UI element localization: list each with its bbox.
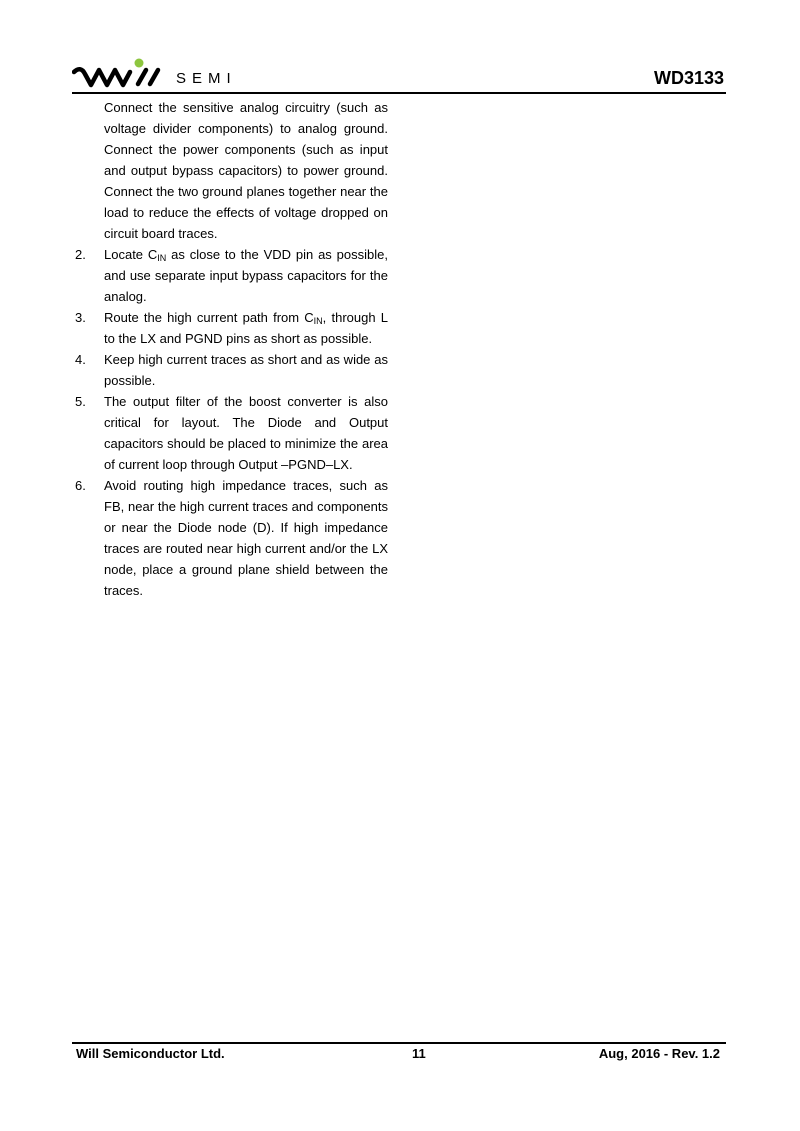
item-text: Keep high current traces as short and as wide as possible.	[104, 352, 388, 388]
item-text: The output filter of the boost converter is also critical for layout. The Diode and Output capacitors should be placed to minimize the area of current loop through Output –PGND–LX.	[104, 394, 388, 472]
list-item	[72, 307, 388, 349]
item-number: 2.	[75, 247, 86, 262]
logo-text: SEMI	[176, 70, 237, 87]
item-text: Locate $C_{IN}$ as close to the VDD pin as possible, and use separate input bypass capacitors for the analog.	[104, 247, 388, 304]
list-item	[72, 391, 388, 475]
footer-rule	[72, 1042, 726, 1044]
item-text: Avoid routing high impedance traces, such as FB, near the high current traces and components or near the Diode node (D). If high impedance traces are routed near high current and/or the LX node, place a ground plane shield between the traces.	[104, 478, 388, 598]
revision-date: Aug, 2016 - Rev. 1.2	[598, 1046, 720, 1061]
item-number: 6.	[75, 478, 86, 493]
list-item	[72, 244, 388, 307]
item-number: 5.	[75, 394, 86, 409]
document-title: WD3133	[653, 68, 724, 88]
list-item	[72, 475, 388, 601]
subscript: IN	[157, 253, 167, 263]
subscript: IN	[313, 316, 323, 326]
page-number: 11	[412, 1046, 426, 1061]
item-number: 3.	[75, 310, 86, 325]
item-text: Route the high current path from $C_{IN}$, through L to the LX and PGND pins as short as possible.	[104, 310, 388, 346]
layout-guidelines	[72, 97, 388, 601]
company-name: Will Semiconductor Ltd.	[76, 1046, 225, 1061]
intro-paragraph: Connect the sensitive analog circuitry (such as voltage divider components) to analog ground. Connect the power components (such as input and output bypass capacitors) to power ground. Connect the two ground planes together near the load to reduce the effects of voltage dropped on circuit board traces.	[104, 100, 388, 241]
list-item	[72, 349, 388, 391]
page-header	[72, 52, 726, 96]
item-number: 4.	[75, 352, 86, 367]
header-rule	[72, 92, 726, 94]
